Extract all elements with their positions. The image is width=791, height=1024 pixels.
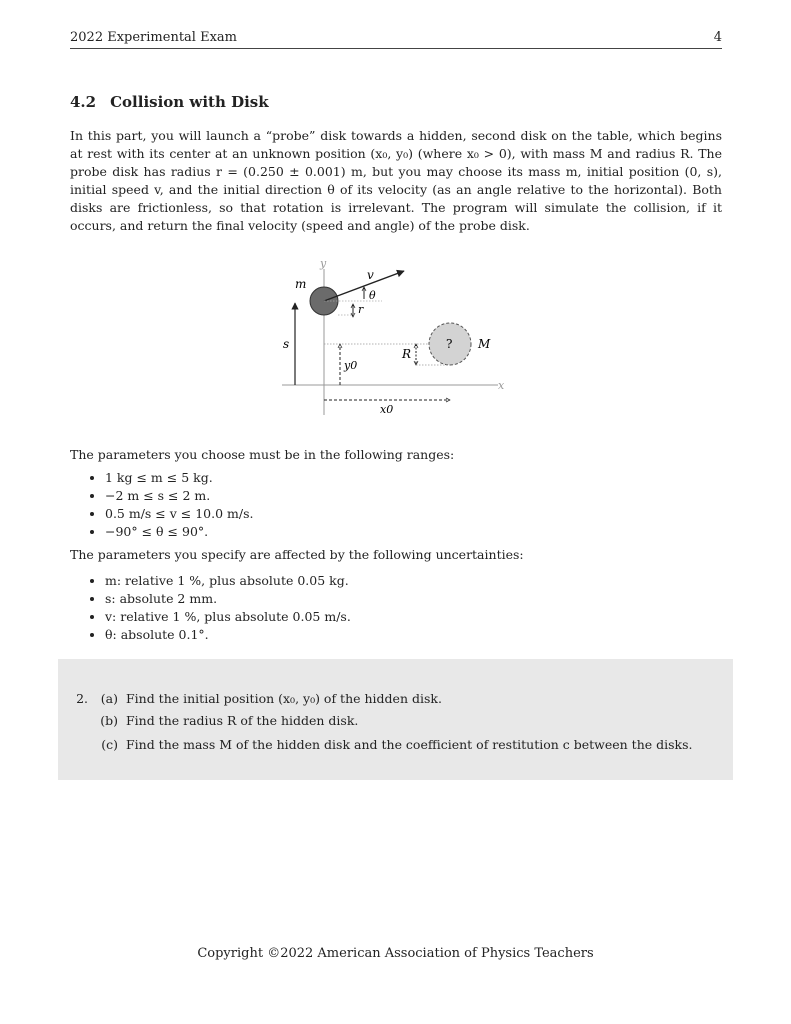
ranges-intro: The parameters you choose must be in the following ranges: [70,447,455,462]
ranges-list [70,469,705,541]
list-item: • −2 m ≤ s ≤ 2 m. [105,487,705,505]
section-number: 4.2 [70,93,97,111]
section-heading [70,93,269,111]
part-label: (a) [100,691,118,706]
part-text: Find the initial position (x₀, y₀) of the hidden disk. [125,691,442,706]
question-number: 2. [76,691,88,706]
list-item: • 1 kg ≤ m ≤ 5 kg. [105,469,705,487]
part-text: Find the mass M of the hidden disk and the coefficient of restitution c between the disks. [125,737,693,752]
s-label: s [283,337,290,351]
list-item: • m: relative 1 %, plus absolute 0.05 kg. [105,572,705,590]
intro-paragraph: In this part, you will launch a “probe” disk towards a hidden, second disk on the table, which begins at rest with its center at an unknown position (x₀, y₀) (where x₀ > 0), with mass M and radius R. The probe disk has radius r = (0.250 ± 0.001) m, but you may choose its mass m, initial position (0, s), initial speed v, and the initial direction θ of its velocity (as an angle relative to the horizontal). Both disks are frictionless, so that rotation is irrelevant. The program will simulate the collision, if it occurs, and return the final velocity (speed and angle) of the probe disk. [70,128,722,233]
running-header [70,30,722,49]
question-part-a [70,690,442,708]
header-title: 2022 Experimental Exam [70,30,237,45]
M-label: M [478,337,491,351]
uncertainties-list [70,572,705,644]
x-axis-label: x [498,379,505,392]
part-label: (c) [101,737,118,752]
question-box [58,659,733,780]
x0-label: x0 [380,403,394,416]
question-part-b [70,712,358,730]
section-title: Collision with Disk [110,93,269,111]
diagram-svg [270,255,520,425]
part-text: Find the radius R of the hidden disk. [125,713,359,728]
copyright-footer: Copyright ©2022 American Association of Physics Teachers [197,946,594,961]
list-item: • −90° ≤ θ ≤ 90°. [105,523,705,541]
part-label: (b) [100,713,118,728]
y-axis-label: y [320,257,327,270]
uncertainties-intro: The parameters you specify are affected by the following uncertainties: [70,547,524,562]
m-label: m [295,277,307,291]
list-item: • 0.5 m/s ≤ v ≤ 10.0 m/s. [105,505,705,523]
list-item: • s: absolute 2 mm. [105,590,705,608]
list-item: • θ: absolute 0.1°. [105,626,705,644]
page-number: 4 [713,30,722,45]
y0-label: y0 [344,359,358,372]
question-mark: ? [446,337,453,351]
v-label: v [367,268,374,282]
list-item: • v: relative 1 %, plus absolute 0.05 m/s. [105,608,705,626]
question-part-c [70,736,693,754]
theta-label: θ [369,289,376,302]
r-label: r [358,303,364,316]
R-label: R [402,347,412,361]
collision-diagram [270,255,520,429]
